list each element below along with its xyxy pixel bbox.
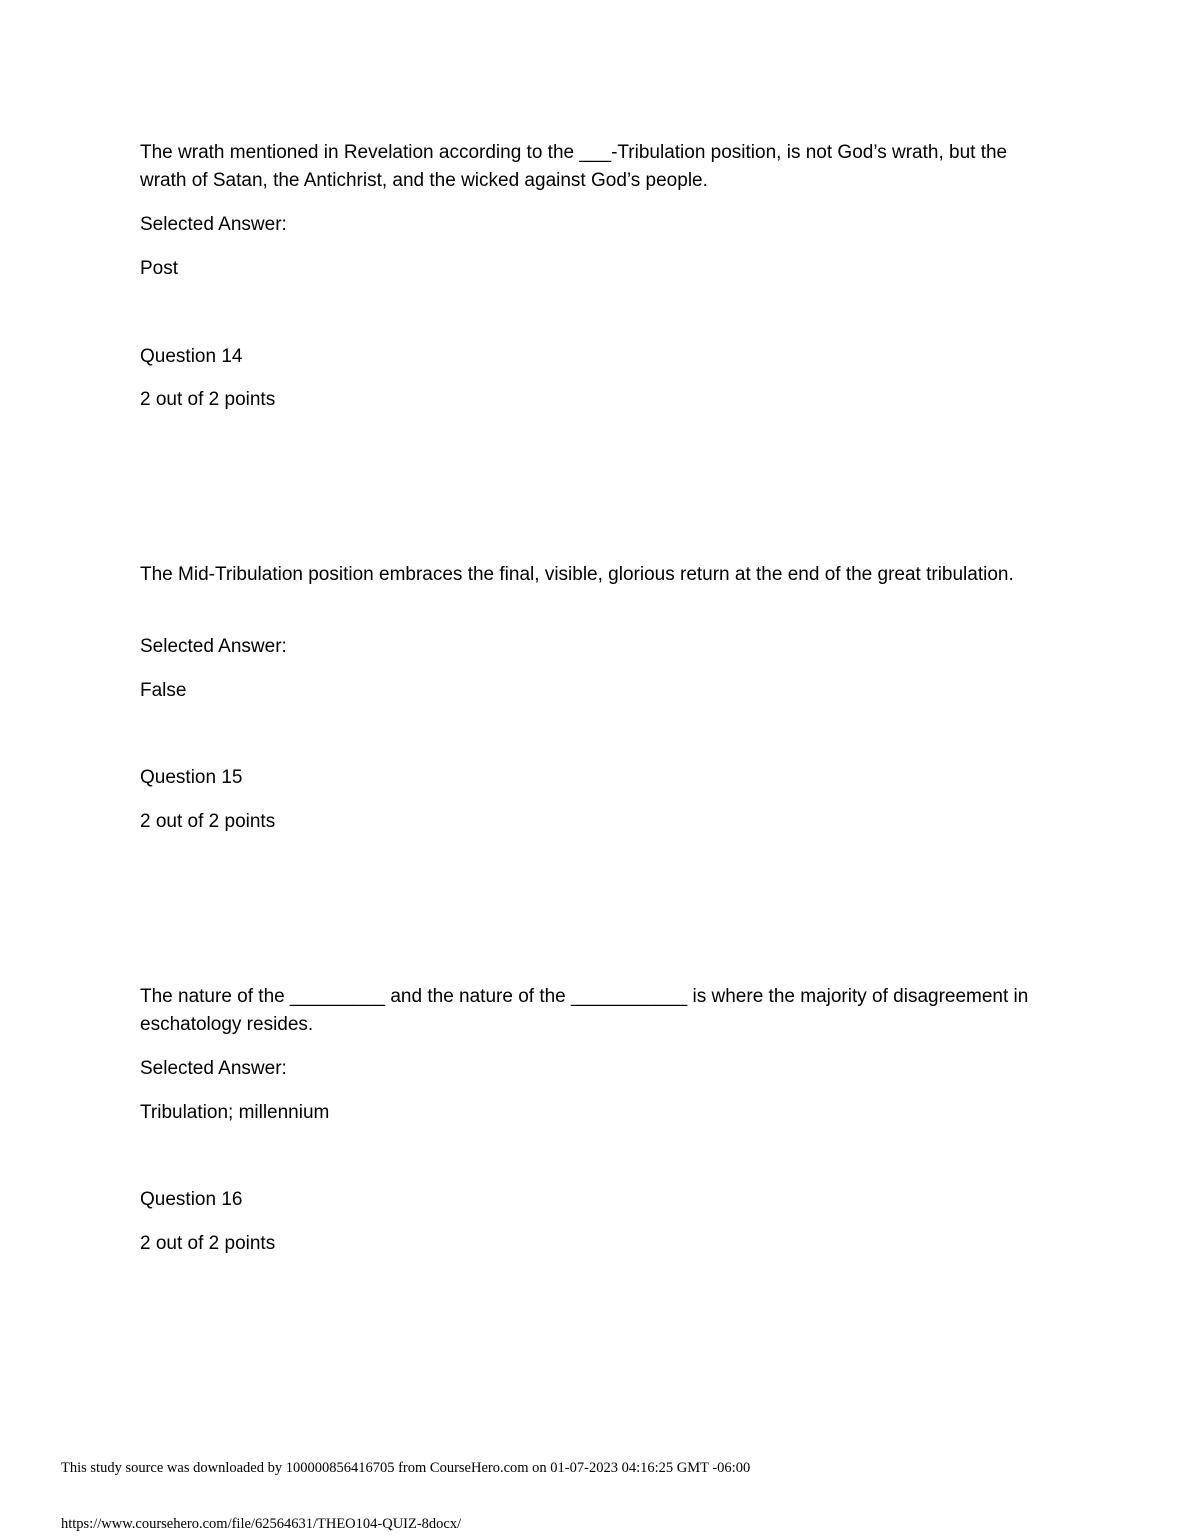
selected-answer-value: Tribulation; millennium [140,1102,330,1123]
question-text: The nature of the _________ and the nature of the ___________ is where the majority of disagreement in eschatology resides. [140,986,1029,1035]
question-points: 2 out of 2 points [140,389,276,410]
question-text: The Mid-Tribulation position embraces the final, visible, glorious return at the end of the great tribulation. [140,564,1014,585]
question-label: Question 14 [140,346,243,367]
selected-answer-label: Selected Answer: [140,214,287,235]
selected-answer-label: Selected Answer: [140,1058,287,1079]
selected-answer-value: False [140,680,187,701]
question-label: Question 16 [140,1189,243,1210]
selected-answer-value: Post [140,258,179,279]
question-points: 2 out of 2 points [140,811,276,832]
question-label: Question 15 [140,767,243,788]
selected-answer-label: Selected Answer: [140,636,287,657]
download-source-note: This study source was downloaded by 100000856416705 from CourseHero.com on 01-07-2023 04:16:25 GMT -06:00 [61,1460,751,1476]
question-text: The wrath mentioned in Revelation according to the ___-Tribulation position, is not God’s wrath, but the wrath of Satan, the Antichrist, and the wicked against God’s people. [140,142,1008,191]
source-url[interactable]: https://www.coursehero.com/file/62564631/THEO104-QUIZ-8docx/ [61,1516,462,1532]
question-points: 2 out of 2 points [140,1233,276,1254]
